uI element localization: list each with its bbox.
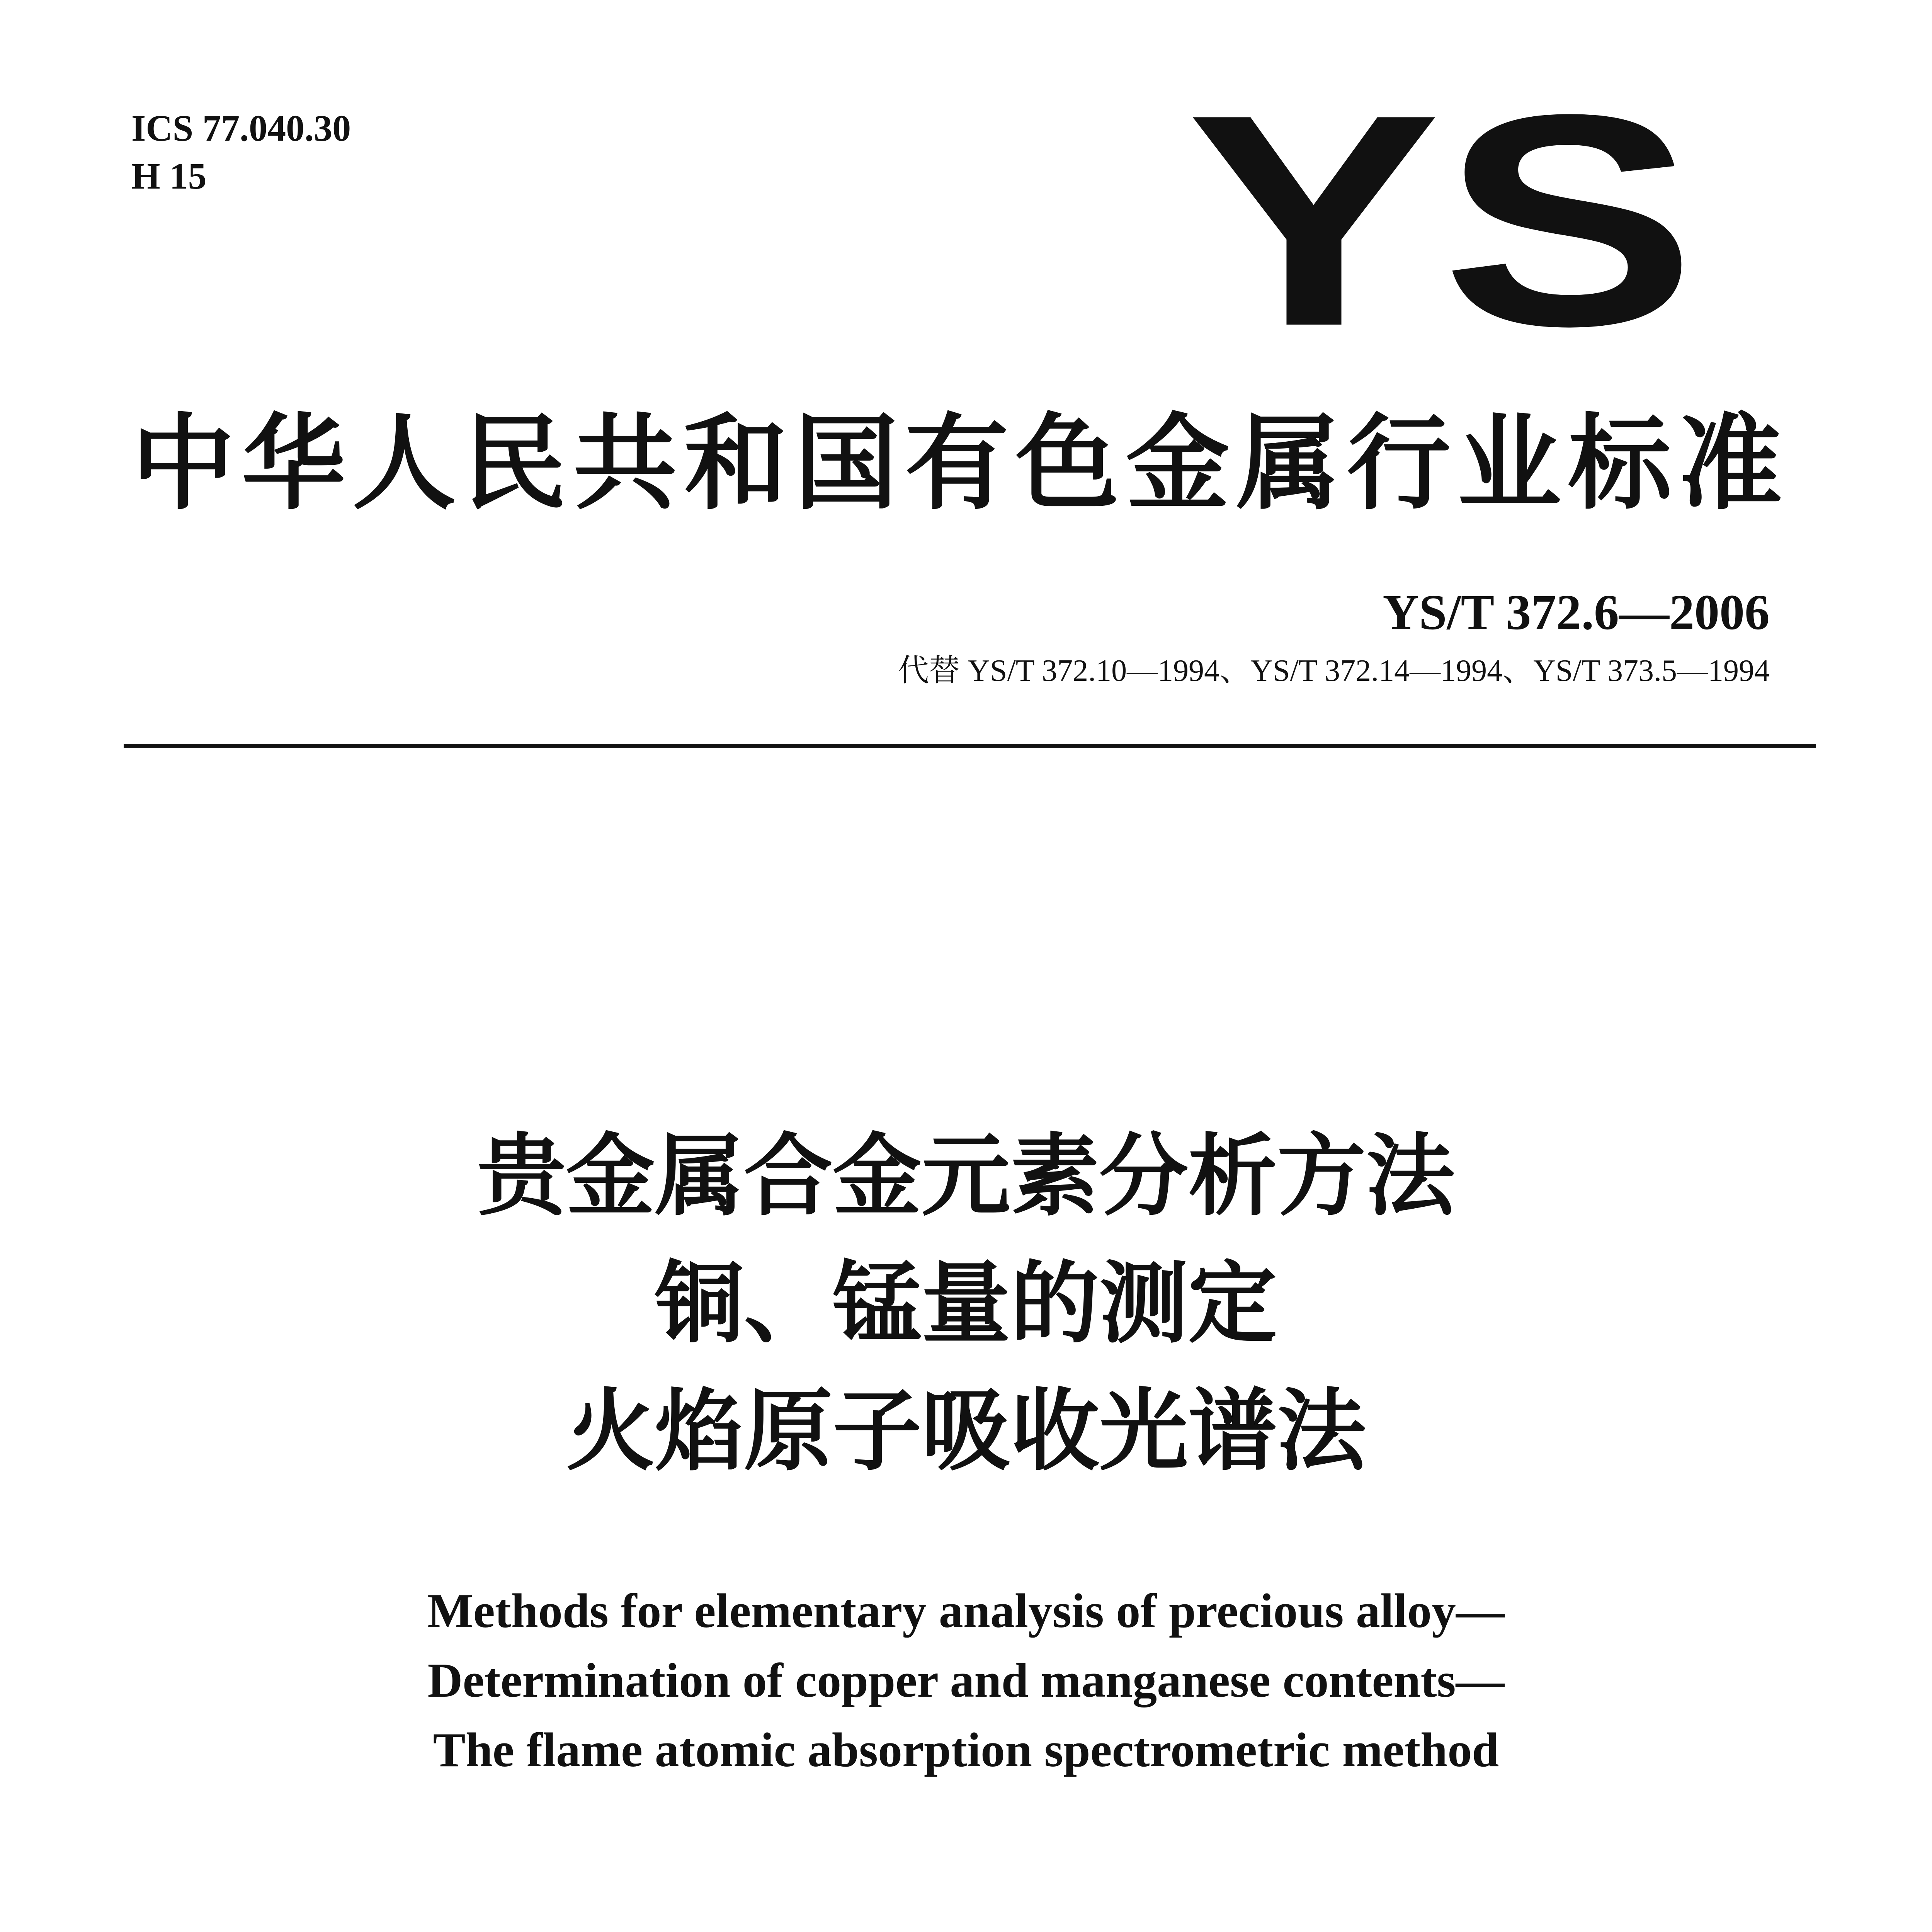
ys-logo-text: YS	[1186, 97, 1696, 344]
english-title-line-3: The flame atomic absorption spectrometric method	[433, 1723, 1499, 1777]
top-divider	[124, 744, 1816, 748]
standard-number: YS/T 372.6—2006	[1383, 585, 1770, 640]
chinese-title	[0, 1113, 1932, 1495]
chinese-title-line-3: 火焰原子吸收光谱法	[566, 1380, 1366, 1483]
ys-logo	[1182, 97, 1700, 344]
chinese-title-line-1: 贵金属合金元素分析方法	[477, 1125, 1455, 1228]
english-title-line-2: Determination of copper and manganese contents—	[427, 1654, 1505, 1708]
english-title-line-1: Methods for elementary analysis of precious alloy—	[427, 1584, 1505, 1638]
chinese-title-line-2: 铜、锰量的测定	[655, 1252, 1277, 1355]
ics-code: ICS 77.040.30	[131, 107, 351, 149]
replaces-note: 代替 YS/T 372.10—1994、YS/T 372.14—1994、YS/T 373.5—1994	[898, 654, 1770, 688]
organization-title: 中华人民共和国有色金属行业标准	[131, 403, 1789, 524]
classification-codes	[131, 104, 351, 200]
english-title	[0, 1577, 1932, 1785]
category-code: H 15	[131, 155, 207, 197]
